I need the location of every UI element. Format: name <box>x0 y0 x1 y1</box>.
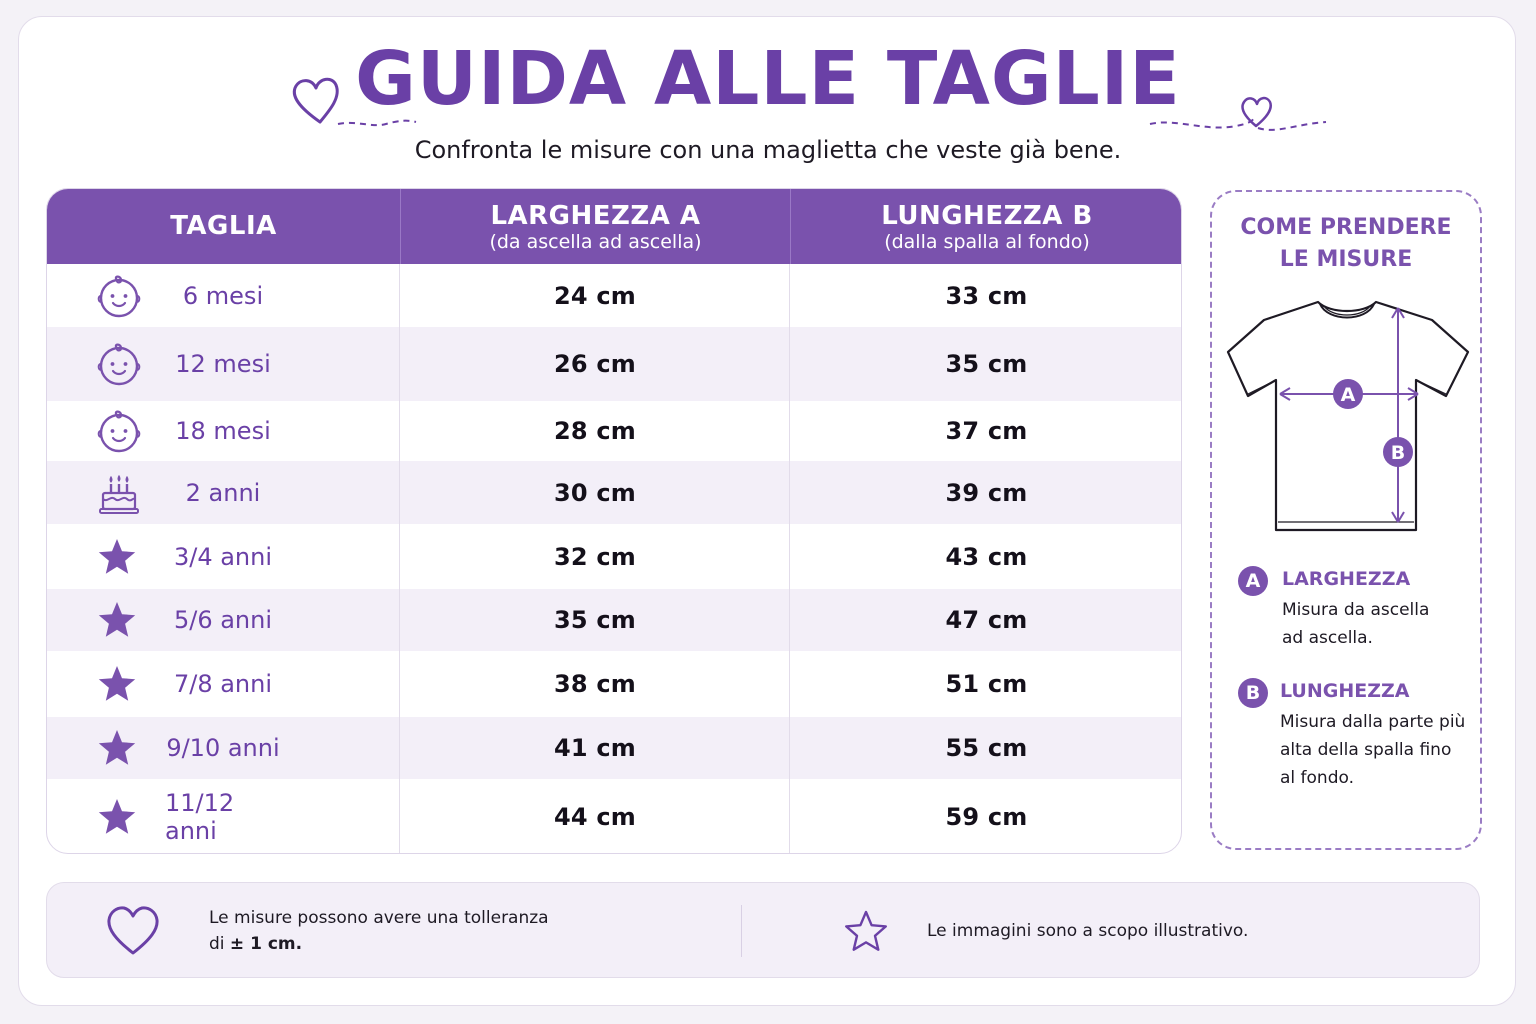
table-header <box>47 189 1182 264</box>
width-value: 28 cm <box>554 417 636 445</box>
size-label: 2 anni <box>185 478 261 507</box>
length-value: 33 cm <box>945 281 1028 310</box>
size-label: 11/12 anni <box>165 789 235 845</box>
length-value: 39 cm <box>945 478 1028 507</box>
table-row <box>47 651 1182 717</box>
size-label: 6 mesi <box>182 281 264 310</box>
size-label: 5/6 anni <box>173 606 273 634</box>
star-icon <box>97 717 137 779</box>
page-title: GUIDA ALLE TAGLIE <box>355 36 1181 122</box>
length-value: 35 cm <box>945 350 1028 378</box>
width-value: 41 cm <box>554 734 636 762</box>
legend-text-width-line: Misura da ascella <box>1282 600 1430 620</box>
length-value: 59 cm <box>945 803 1028 831</box>
width-cell <box>400 589 790 651</box>
size-table <box>46 188 1182 854</box>
width-value: 44 cm <box>554 803 636 831</box>
column-divider <box>789 264 790 854</box>
width-cell <box>400 651 790 717</box>
column-header-width <box>400 189 790 264</box>
width-cell <box>400 327 790 401</box>
column-header-length <box>790 189 1182 264</box>
table-row <box>47 779 1182 854</box>
diagram-marker-a: A <box>1340 384 1356 406</box>
table-row <box>47 524 1182 589</box>
diagram-marker-b: B <box>1390 442 1406 464</box>
tolerance-note-prefix: di <box>209 934 230 954</box>
table-row <box>47 401 1182 461</box>
width-cell <box>400 717 790 779</box>
how-to-measure-title-line2: LE MISURE <box>1279 247 1413 272</box>
legend-text-length-line: alta della spalla fino <box>1280 740 1452 760</box>
size-label: 7/8 anni <box>173 670 273 698</box>
width-cell <box>400 264 790 327</box>
size-label: 18 mesi <box>175 417 271 445</box>
legend-text-width <box>1282 596 1429 652</box>
legend-text-length-line: Misura dalla parte più <box>1280 712 1466 732</box>
length-value: 47 cm <box>945 606 1028 634</box>
size-label: 12 mesi <box>175 350 271 378</box>
length-value: 37 cm <box>945 417 1028 445</box>
column-header-size-label: TAGLIA <box>170 211 277 241</box>
length-cell <box>790 264 1182 327</box>
size-label: 9/10 anni <box>166 734 280 762</box>
column-header-width-sub: (da ascella ad ascella) <box>489 231 702 253</box>
birthday-cake-icon <box>97 461 141 524</box>
table-row <box>47 589 1182 651</box>
size-label: 3/4 anni <box>173 542 273 571</box>
width-cell <box>400 524 790 589</box>
tolerance-note-line1: Le misure possono avere una tolleranza <box>209 908 549 928</box>
length-value: 55 cm <box>945 734 1028 762</box>
width-value: 32 cm <box>554 542 636 571</box>
legend-badge-b: B <box>1238 678 1268 708</box>
tolerance-value: ± 1 cm. <box>229 934 303 954</box>
column-header-length-label: LUNGHEZZA B <box>881 201 1093 231</box>
table-row <box>47 717 1182 779</box>
width-value: 38 cm <box>554 670 636 698</box>
illustrative-note: Le immagini sono a scopo illustrativo. <box>927 921 1249 941</box>
length-cell <box>790 461 1182 524</box>
baby-face-icon <box>97 264 141 327</box>
column-header-length-sub: (dalla spalla al fondo) <box>884 231 1090 253</box>
width-cell <box>400 461 790 524</box>
star-icon <box>97 779 137 854</box>
footer-notes <box>46 882 1480 978</box>
legend-text-length <box>1280 708 1465 792</box>
length-cell <box>790 401 1182 461</box>
length-cell <box>790 651 1182 717</box>
page-subtitle: Confronta le misure con una maglietta che veste già bene. <box>414 136 1122 164</box>
length-cell <box>790 779 1182 854</box>
star-icon <box>97 524 137 589</box>
width-cell <box>400 401 790 461</box>
footer-divider <box>741 905 742 957</box>
legend-text-length-line: al fondo. <box>1280 768 1355 788</box>
width-value: 24 cm <box>554 281 636 310</box>
column-divider <box>399 264 400 854</box>
tolerance-note-line2 <box>209 931 549 957</box>
how-to-measure-panel <box>1210 190 1482 850</box>
width-value: 26 cm <box>554 350 636 378</box>
table-row <box>47 264 1182 327</box>
length-cell <box>790 524 1182 589</box>
table-row <box>47 327 1182 401</box>
legend-text-width-line: ad ascella. <box>1282 628 1373 648</box>
column-header-size <box>47 189 400 264</box>
length-value: 51 cm <box>945 670 1028 698</box>
length-cell <box>790 589 1182 651</box>
star-icon <box>97 589 137 651</box>
length-value: 43 cm <box>945 542 1028 571</box>
star-icon <box>97 651 137 717</box>
baby-face-icon <box>97 327 141 401</box>
length-cell <box>790 327 1182 401</box>
width-value: 30 cm <box>554 478 636 507</box>
width-cell <box>400 779 790 854</box>
tshirt-diagram-icon <box>1226 296 1470 536</box>
baby-face-icon <box>97 401 141 461</box>
legend-head-length: LUNGHEZZA <box>1280 680 1410 702</box>
column-header-width-label: LARGHEZZA A <box>490 201 701 231</box>
heart-icon <box>105 905 161 957</box>
tolerance-note <box>209 905 549 957</box>
legend-badge-a: A <box>1238 566 1268 596</box>
table-row <box>47 461 1182 524</box>
how-to-measure-title <box>1212 212 1480 276</box>
how-to-measure-title-line1: COME PRENDERE <box>1240 215 1452 240</box>
length-cell <box>790 717 1182 779</box>
legend-head-width: LARGHEZZA <box>1282 568 1411 590</box>
width-value: 35 cm <box>554 606 636 634</box>
star-outline-icon <box>843 909 889 953</box>
